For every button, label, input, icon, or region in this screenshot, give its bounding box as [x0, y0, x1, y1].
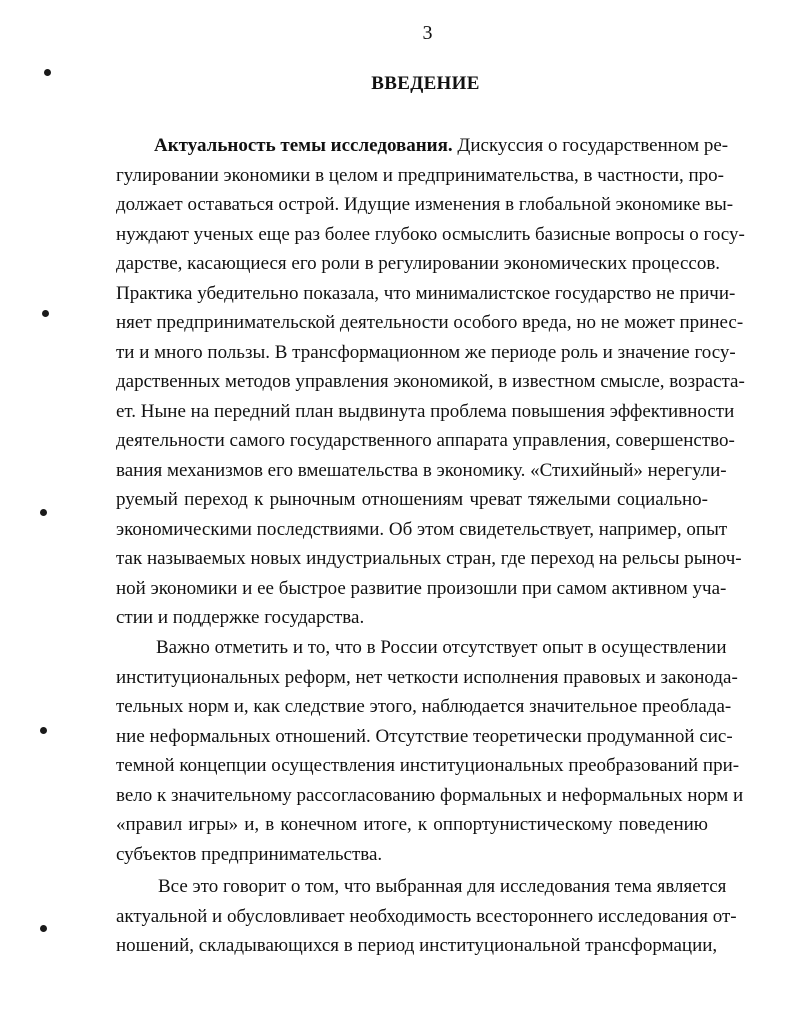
text-line: ной экономики и ее быстрое развитие произошли при самом активном уча-: [116, 577, 727, 599]
text-line: так называемых новых индустриальных стран, где переход на рельсы рыноч-: [116, 548, 742, 569]
text-line: вело к значительному рассогласованию формальных и неформальных норм и: [116, 784, 744, 806]
text-line: ет. Ныне на передний план выдвинута проблема повышения эффективности: [116, 400, 735, 422]
text-line: Важно отметить и то, что в России отсутствует опыт в осуществлении: [156, 637, 727, 658]
text-line: Все это говорит о том, что выбранная для исследования тема является: [158, 876, 727, 897]
text-line: «правил игры» и, в конечном итоге, к оппортунистическому поведению: [116, 814, 708, 835]
text-line: няет предпринимательской деятельности особого вреда, но не может принес-: [116, 312, 744, 333]
text-line: экономическими последствиями. Об этом свидетельствует, например, опыт: [116, 518, 728, 540]
text-line: тельных норм и, как следствие этого, наблюдается значительное преоблада-: [116, 696, 732, 717]
paragraph-russia: [116, 633, 744, 869]
binder-hole-mark: [40, 925, 47, 932]
text-line: институциональных реформ, нет четкости исполнения правовых и законода-: [116, 666, 738, 688]
page-number: 3: [422, 22, 433, 44]
text-line: вания механизмов его вмешательства в экономику. «Стихийный» нерегули-: [116, 459, 727, 481]
binder-hole-mark: [44, 69, 51, 76]
paragraph-lead: Актуальность темы исследования.: [154, 135, 453, 156]
page-heading: ВВЕДЕНИЕ: [371, 73, 480, 94]
binder-hole-mark: [40, 509, 47, 516]
binder-hole-mark: [40, 727, 47, 734]
text-line: гулировании экономики в целом и предпринимательства, в частности, про-: [116, 164, 724, 186]
text-line: Актуальность темы исследования. Дискуссия о государственном ре-: [154, 135, 729, 156]
paragraph-relevance: [116, 131, 745, 633]
text-line: дарстве, касающиеся его роли в регулировании экономических процессов.: [116, 253, 721, 274]
text-line: Практика убедительно показала, что минималистское государство не причи-: [116, 282, 736, 304]
binder-hole-mark: [42, 310, 49, 317]
text-line: стии и поддержке государства.: [116, 607, 365, 628]
text-line: ние неформальных отношений. Отсутствие теоретически продуманной сис-: [116, 725, 733, 747]
text-line: дарственных методов управления экономикой, в известном смысле, возраста-: [116, 371, 745, 392]
text-line: субъектов предпринимательства.: [116, 843, 383, 865]
text-line: темной концепции осуществления институциональных преобразований при-: [116, 755, 740, 776]
paragraph-conclusion: [116, 872, 737, 961]
text-line: руемый переход к рыночным отношениям чреват тяжелыми социально-: [116, 489, 708, 510]
text-line: нуждают ученых еще раз более глубоко осмыслить базисные вопросы о госу-: [116, 223, 745, 245]
text-line: деятельности самого государственного аппарата управления, совершенство-: [116, 430, 735, 451]
text-line: ношений, складывающихся в период институциональной трансформации,: [116, 935, 718, 956]
text-line: должает оставаться острой. Идущие изменения в глобальной экономике вы-: [116, 194, 734, 215]
text-line: ти и много пользы. В трансформационном же периоде роль и значение госу-: [116, 341, 736, 363]
text-line: актуальной и обусловливает необходимость всестороннего исследования от-: [116, 905, 737, 927]
